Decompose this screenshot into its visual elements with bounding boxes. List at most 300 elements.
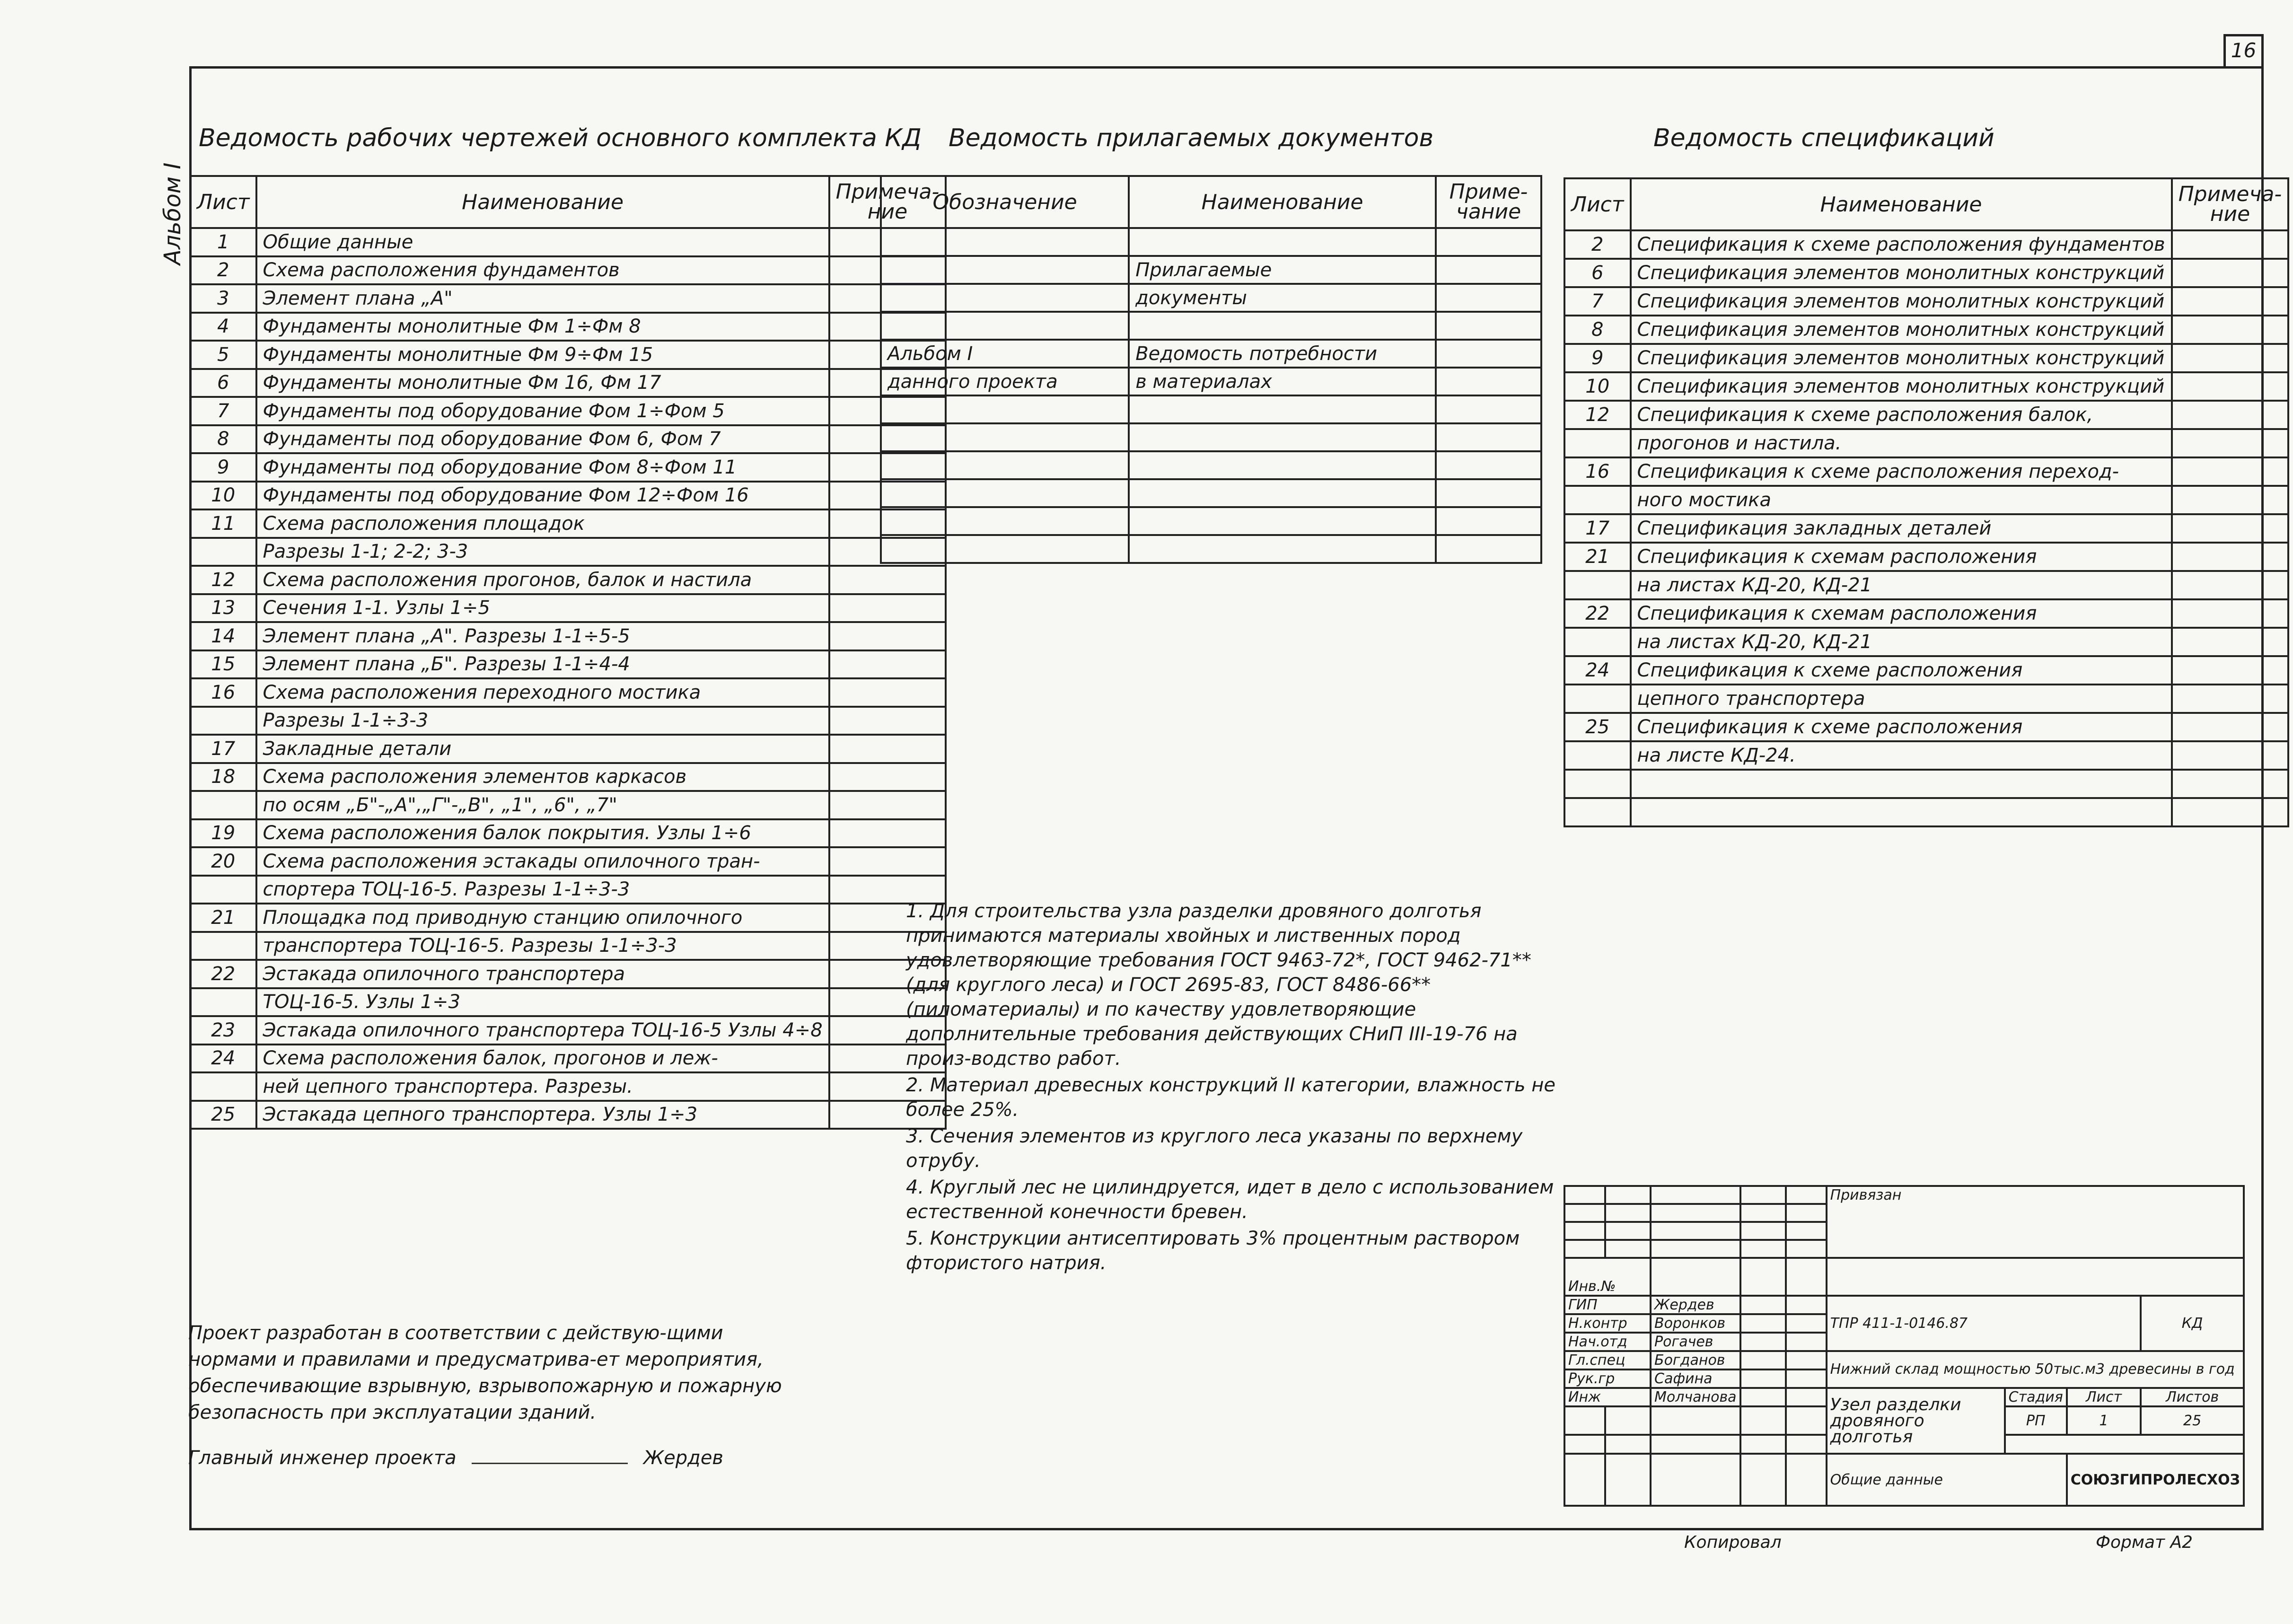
copied-label: Копировал — [1684, 1533, 1782, 1552]
table-cell: 12 — [190, 566, 256, 594]
table-cell — [829, 847, 946, 876]
table-cell — [2172, 798, 2289, 826]
table-row — [1564, 770, 2288, 798]
person: Жердев — [1651, 1296, 1740, 1314]
table-cell — [829, 622, 946, 650]
table-cell: транспортера ТОЦ-16-5. Разрезы 1-1÷3-3 — [256, 932, 829, 960]
table-cell: Спецификация к схемам расположения — [1631, 599, 2172, 628]
table-cell: Фундаменты монолитные Фм 9÷Фм 15 — [256, 341, 829, 369]
table-cell — [2172, 514, 2289, 543]
chief-engineer-line — [188, 1445, 789, 1471]
table-cell: 16 — [190, 678, 256, 707]
table-row — [190, 1045, 946, 1073]
table-cell — [1129, 395, 1436, 423]
table-row — [1564, 543, 2288, 571]
table-cell — [1564, 741, 1631, 770]
table-cell — [1436, 312, 1541, 340]
table-cell: 25 — [190, 1101, 256, 1129]
table-cell — [881, 423, 1129, 451]
table-cell: Фундаменты под оборудование Фом 6, Фом 7 — [256, 425, 829, 454]
table-cell: по осям „Б"-„А",„Г"-„В", „1", „6", „7" — [256, 791, 829, 819]
table-row — [1564, 372, 2288, 401]
role: Н.контр — [1564, 1314, 1651, 1333]
table-row — [190, 763, 946, 791]
table-cell: 17 — [190, 735, 256, 763]
col-name: Наименование — [1129, 176, 1436, 228]
table-row — [1564, 599, 2288, 628]
table-cell — [190, 707, 256, 735]
table-cell — [1129, 451, 1436, 479]
table-cell: Схема расположения переходного мостика — [256, 678, 829, 707]
table-row — [1564, 457, 2288, 486]
table-cell: Фундаменты под оборудование Фом 12÷Фом 16 — [256, 482, 829, 510]
table-cell — [1631, 770, 2172, 798]
stage-label: Стадия — [2005, 1388, 2067, 1406]
table-cell: Схема расположения фундаментов — [256, 256, 829, 285]
person: Богданов — [1651, 1351, 1740, 1369]
table-cell — [1129, 535, 1436, 563]
table-row — [190, 228, 946, 256]
table-cell: Фундаменты монолитные Фм 16, Фм 17 — [256, 369, 829, 397]
table-cell: данного проекта — [881, 368, 1129, 395]
col-sheet: Лист — [190, 176, 256, 228]
table-cell: Схема расположения балок покрытия. Узлы 1÷6 — [256, 819, 829, 848]
table-cell: Элемент плана „А" — [256, 284, 829, 313]
table-row — [1564, 656, 2288, 685]
table-cell: 7 — [190, 397, 256, 425]
table-cell — [2172, 599, 2289, 628]
role: Инж — [1564, 1388, 1651, 1406]
table-cell: Разрезы 1-1; 2-2; 3-3 — [256, 538, 829, 566]
sheet-label: Лист — [2067, 1388, 2141, 1406]
table-row — [1564, 429, 2288, 457]
table-cell: ней цепного транспортера. Разрезы. — [256, 1072, 829, 1101]
person: Рогачев — [1651, 1333, 1740, 1351]
organization: СОЮЗГИПРОЛЕСХОЗ — [2067, 1454, 2244, 1506]
table-cell — [1564, 429, 1631, 457]
table-row — [190, 594, 946, 623]
table-cell: Фундаменты под оборудование Фом 1÷Фом 5 — [256, 397, 829, 425]
table-cell: Спецификация элементов монолитных конструкций — [1631, 287, 2172, 316]
col-name: Наименование — [1631, 178, 2172, 230]
table-cell — [2172, 230, 2289, 259]
table-cell: 23 — [190, 1016, 256, 1045]
table-cell — [829, 650, 946, 679]
table-cell: Альбом I — [881, 340, 1129, 368]
table-cell: Спецификация закладных деталей — [1631, 514, 2172, 543]
table-row — [881, 507, 1541, 535]
table-row — [190, 341, 946, 369]
doc-code: ТПР 411-1-0146.87 — [1827, 1296, 2141, 1351]
chief-engineer-label: Главный инженер проекта — [188, 1447, 457, 1469]
table-cell: Схема расположения прогонов, балок и настила — [256, 566, 829, 594]
table-row — [881, 368, 1541, 395]
table-row — [881, 423, 1541, 451]
table-cell: Спецификация к схеме расположения фундаментов — [1631, 230, 2172, 259]
specs-title: Ведомость спецификаций — [1653, 124, 1994, 152]
table-cell — [2172, 287, 2289, 316]
sheets-value: 25 — [2141, 1406, 2244, 1435]
table-cell: 24 — [1564, 656, 1631, 685]
table-cell — [829, 819, 946, 848]
table-cell — [1564, 571, 1631, 599]
table-cell: Прилагаемые — [1129, 256, 1436, 284]
table-cell: Схема расположения площадок — [256, 509, 829, 538]
col-note: Приме-чание — [1436, 176, 1541, 228]
table-cell: 9 — [1564, 344, 1631, 372]
table-row — [190, 538, 946, 566]
table-cell — [2172, 713, 2289, 741]
table-cell: 21 — [190, 904, 256, 932]
table-row — [881, 312, 1541, 340]
table-cell — [1436, 395, 1541, 423]
table-cell: Закладные детали — [256, 735, 829, 763]
table-cell — [881, 256, 1129, 284]
attached-title: Ведомость прилагаемых документов — [949, 124, 1434, 152]
table-cell: Спецификация элементов монолитных конструкций — [1631, 259, 2172, 287]
table-cell — [1436, 535, 1541, 563]
table-cell — [2172, 770, 2289, 798]
table-row — [190, 1101, 946, 1129]
doc-title: Общие данные — [1827, 1454, 2067, 1506]
table-row — [190, 1016, 946, 1045]
table-cell: на листах КД-20, КД-21 — [1631, 571, 2172, 599]
table-cell: на листе КД-24. — [1631, 741, 2172, 770]
table-cell — [190, 538, 256, 566]
project-note-text: Проект разработан в соответствии с действую-щими нормами и правилами и предусматрива-ет мероприятия, обеспечивающие взрывную, взрывопожарную и пожарную безопасность при эксплуатации зданий. — [188, 1322, 782, 1423]
specs-body — [1564, 230, 2288, 826]
table-cell: 18 — [190, 763, 256, 791]
general-notes — [906, 899, 1559, 1277]
table-row — [1564, 230, 2288, 259]
table-cell: Спецификация к схеме расположения переход- — [1631, 457, 2172, 486]
sheet-value: 1 — [2067, 1406, 2141, 1435]
table-cell — [190, 1072, 256, 1101]
table-cell — [2172, 571, 2289, 599]
table-cell: ТОЦ-16-5. Узлы 1÷3 — [256, 988, 829, 1017]
table-row — [190, 482, 946, 510]
table-row — [190, 932, 946, 960]
table-row — [1564, 741, 2288, 770]
table-cell — [1436, 507, 1541, 535]
table-row — [190, 904, 946, 932]
table-row — [1564, 344, 2288, 372]
table-cell — [2172, 429, 2289, 457]
table-cell: Спецификация элементов монолитных конструкций — [1631, 372, 2172, 401]
table-cell — [2172, 685, 2289, 713]
table-cell: Спецификация элементов монолитных конструкций — [1631, 344, 2172, 372]
table-row — [1564, 259, 2288, 287]
table-row — [190, 453, 946, 482]
table-cell — [1631, 798, 2172, 826]
col-name: Наименование — [256, 176, 829, 228]
table-cell: Схема расположения элементов каркасов — [256, 763, 829, 791]
table-cell: Площадка под приводную станцию опилочного — [256, 904, 829, 932]
col-note: Примеча-ние — [2172, 178, 2289, 230]
table-cell: 6 — [190, 369, 256, 397]
table-cell — [829, 763, 946, 791]
table-row — [881, 535, 1541, 563]
table-cell — [2172, 316, 2289, 344]
table-cell: Фундаменты под оборудование Фом 8÷Фом 11 — [256, 453, 829, 482]
table-cell: 24 — [190, 1045, 256, 1073]
table-cell: 16 — [1564, 457, 1631, 486]
doc-mark: КД — [2141, 1296, 2244, 1351]
table-cell — [881, 312, 1129, 340]
table-cell — [1129, 479, 1436, 507]
table-cell: 12 — [1564, 401, 1631, 429]
table-cell — [881, 228, 1129, 256]
table-row — [190, 735, 946, 763]
node-name: Узел разделки дровяного долготья — [1827, 1388, 2005, 1454]
table-cell: 1 — [190, 228, 256, 256]
table-cell: 6 — [1564, 259, 1631, 287]
table-cell — [1564, 798, 1631, 826]
table-row — [190, 819, 946, 848]
col-note: Примеча-ние — [829, 176, 946, 228]
table-cell: 25 — [1564, 713, 1631, 741]
table-cell: 2 — [1564, 230, 1631, 259]
table-row — [190, 678, 946, 707]
table-row — [190, 988, 946, 1017]
table-cell — [2172, 372, 2289, 401]
table-cell — [829, 566, 946, 594]
note-item: 2. Материал древесных конструкций II категории, влажность не более 25%. — [906, 1074, 1556, 1121]
table-cell: 21 — [1564, 543, 1631, 571]
table-cell: Схема расположения балок, прогонов и леж- — [256, 1045, 829, 1073]
table-cell: 13 — [190, 594, 256, 623]
inv-label: Инв.№ — [1564, 1258, 1651, 1296]
table-cell: Эстакада опилочного транспортера — [256, 960, 829, 988]
col-designation: Обозначение — [881, 176, 1129, 228]
table-cell — [829, 678, 946, 707]
table-cell: Схема расположения эстакады опилочного тран- — [256, 847, 829, 876]
table-row — [1564, 685, 2288, 713]
table-cell: 2 — [190, 256, 256, 285]
table-cell — [2172, 401, 2289, 429]
table-cell — [829, 791, 946, 819]
table-cell: Спецификация к схемам расположения — [1631, 543, 2172, 571]
table-row — [1564, 798, 2288, 826]
table-row — [1564, 571, 2288, 599]
table-cell: 4 — [190, 313, 256, 341]
table-cell: Спецификация к схеме расположения — [1631, 656, 2172, 685]
role: Рук.гр — [1564, 1369, 1651, 1388]
table-cell: 11 — [190, 509, 256, 538]
table-cell: цепного транспортера — [1631, 685, 2172, 713]
drawings-title: Ведомость рабочих чертежей основного комплекта КД — [199, 124, 922, 152]
table-cell: Эстакада цепного транспортера. Узлы 1÷3 — [256, 1101, 829, 1129]
role: Нач.отд — [1564, 1333, 1651, 1351]
title-block — [1564, 1185, 2245, 1507]
table-row — [190, 425, 946, 454]
table-cell — [2172, 656, 2289, 685]
table-row — [190, 509, 946, 538]
table-cell — [1129, 507, 1436, 535]
table-cell — [190, 876, 256, 904]
table-cell: 8 — [190, 425, 256, 454]
table-row — [1564, 316, 2288, 344]
table-row — [190, 847, 946, 876]
table-row — [881, 451, 1541, 479]
table-row — [190, 791, 946, 819]
table-cell — [881, 479, 1129, 507]
table-cell: 10 — [190, 482, 256, 510]
table-row — [881, 395, 1541, 423]
table-row — [881, 284, 1541, 312]
table-cell — [2172, 628, 2289, 656]
table-cell: Спецификация к схеме расположения балок, — [1631, 401, 2172, 429]
table-cell — [2172, 486, 2289, 514]
table-cell — [1436, 479, 1541, 507]
project-note — [188, 1320, 789, 1471]
privyazan: Привязан — [1827, 1186, 2244, 1258]
table-row — [190, 650, 946, 679]
table-cell — [1436, 228, 1541, 256]
table-cell — [190, 791, 256, 819]
drawings-table — [189, 175, 947, 1130]
table-cell: Фундаменты монолитные Фм 1÷Фм 8 — [256, 313, 829, 341]
table-row — [1564, 628, 2288, 656]
table-cell: 8 — [1564, 316, 1631, 344]
table-row — [190, 1072, 946, 1101]
table-cell — [1129, 312, 1436, 340]
table-cell — [1564, 486, 1631, 514]
table-row — [190, 284, 946, 313]
table-cell — [1436, 256, 1541, 284]
table-cell: Общие данные — [256, 228, 829, 256]
table-row — [881, 340, 1541, 368]
note-item: 1. Для строительства узла разделки дровяного долготья принимаются материалы хвойных и лиственных пород удовлетворяющие требования ГОСТ 9463-72*, ГОСТ 9462-71** (для круглого леса) и ГОСТ 2695-83, ГОСТ 8486-66** (пиломатериалы) и по качеству удовлетворяющие дополнительные требования действующих СНиП III-19-76 на произ-водство работ. — [906, 900, 1531, 1070]
attached-body — [881, 228, 1541, 563]
table-cell: 20 — [190, 847, 256, 876]
table-cell: 17 — [1564, 514, 1631, 543]
person: Сафина — [1651, 1369, 1740, 1388]
table-cell — [1436, 423, 1541, 451]
table-cell: 19 — [190, 819, 256, 848]
table-cell: 9 — [190, 453, 256, 482]
table-cell: документы — [1129, 284, 1436, 312]
chief-engineer-name: Жердев — [643, 1447, 724, 1469]
table-cell: 15 — [190, 650, 256, 679]
table-cell: 22 — [1564, 599, 1631, 628]
object-name: Нижний склад мощностью 50тыс.м3 древесины в год — [1827, 1351, 2244, 1388]
table-cell: 22 — [190, 960, 256, 988]
signature — [472, 1448, 628, 1464]
table-cell — [190, 988, 256, 1017]
col-sheet: Лист — [1564, 178, 1631, 230]
table-cell — [881, 284, 1129, 312]
table-cell — [190, 932, 256, 960]
role: Гл.спец — [1564, 1351, 1651, 1369]
table-cell: Элемент плана „Б". Разрезы 1-1÷4-4 — [256, 650, 829, 679]
table-cell: Сечения 1-1. Узлы 1÷5 — [256, 594, 829, 623]
table-row — [190, 256, 946, 285]
table-row — [881, 256, 1541, 284]
table-cell — [881, 507, 1129, 535]
table-cell — [829, 735, 946, 763]
table-row — [1564, 287, 2288, 316]
table-cell — [829, 707, 946, 735]
table-row — [190, 876, 946, 904]
table-cell: 5 — [190, 341, 256, 369]
table-row — [190, 566, 946, 594]
table-cell — [1436, 284, 1541, 312]
attached-table — [880, 175, 1542, 564]
table-cell — [1129, 228, 1436, 256]
album-label: Альбом I — [159, 162, 186, 265]
table-row — [190, 369, 946, 397]
table-cell: ного мостика — [1631, 486, 2172, 514]
table-cell: 10 — [1564, 372, 1631, 401]
table-cell: Элемент плана „А". Разрезы 1-1÷5-5 — [256, 622, 829, 650]
note-item: 5. Конструкции антисептировать 3% процентным раствором фтористого натрия. — [906, 1228, 1520, 1274]
page-number: 16 — [2223, 34, 2264, 66]
person: Молчанова — [1651, 1388, 1740, 1406]
table-cell — [1436, 368, 1541, 395]
table-cell: 7 — [1564, 287, 1631, 316]
table-cell — [1129, 423, 1436, 451]
person: Воронков — [1651, 1314, 1740, 1333]
table-cell — [2172, 457, 2289, 486]
table-row — [1564, 713, 2288, 741]
table-row — [190, 313, 946, 341]
note-item: 4. Круглый лес не цилиндруется, идет в дело с использованием естественной конечности бревен. — [906, 1176, 1554, 1223]
table-cell — [1436, 451, 1541, 479]
table-cell: спортера ТОЦ-16-5. Разрезы 1-1÷3-3 — [256, 876, 829, 904]
table-cell: Спецификация элементов монолитных конструкций — [1631, 316, 2172, 344]
table-cell — [2172, 344, 2289, 372]
table-row — [1564, 486, 2288, 514]
table-cell — [881, 395, 1129, 423]
table-cell — [881, 451, 1129, 479]
table-cell — [2172, 543, 2289, 571]
table-row — [1564, 514, 2288, 543]
table-cell: на листах КД-20, КД-21 — [1631, 628, 2172, 656]
table-row — [190, 622, 946, 650]
table-cell — [1564, 770, 1631, 798]
role: ГИП — [1564, 1296, 1651, 1314]
table-row — [190, 707, 946, 735]
table-row — [190, 960, 946, 988]
table-cell: Разрезы 1-1÷3-3 — [256, 707, 829, 735]
table-cell: Эстакада опилочного транспортера ТОЦ-16-5 Узлы 4÷8 — [256, 1016, 829, 1045]
table-cell: 3 — [190, 284, 256, 313]
table-row — [190, 397, 946, 425]
table-row — [881, 228, 1541, 256]
table-cell — [1564, 685, 1631, 713]
table-cell — [829, 594, 946, 623]
format-label: Формат А2 — [2096, 1533, 2193, 1552]
table-cell — [881, 535, 1129, 563]
table-cell — [2172, 741, 2289, 770]
note-item: 3. Сечения элементов из круглого леса указаны по верхнему отрубу. — [906, 1125, 1523, 1172]
table-cell — [1564, 628, 1631, 656]
specs-table — [1564, 177, 2289, 827]
stage-value: РП — [2005, 1406, 2067, 1435]
table-cell — [2172, 259, 2289, 287]
table-cell: в материалах — [1129, 368, 1436, 395]
table-row — [1564, 401, 2288, 429]
table-cell — [1436, 340, 1541, 368]
table-cell: Ведомость потребности — [1129, 340, 1436, 368]
drawings-body — [190, 228, 946, 1129]
table-row — [881, 479, 1541, 507]
table-cell: прогонов и настила. — [1631, 429, 2172, 457]
table-cell: 14 — [190, 622, 256, 650]
sheets-label: Листов — [2141, 1388, 2244, 1406]
table-cell: Спецификация к схеме расположения — [1631, 713, 2172, 741]
